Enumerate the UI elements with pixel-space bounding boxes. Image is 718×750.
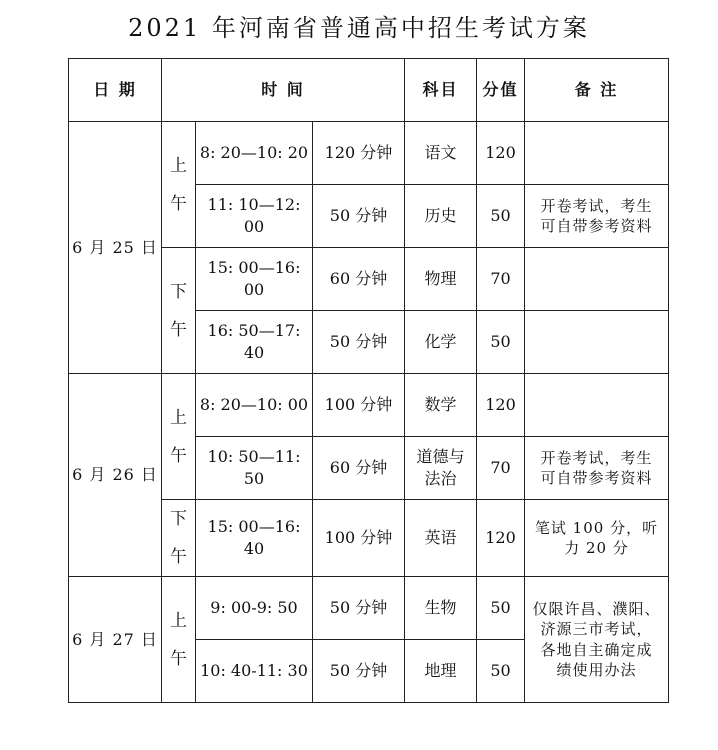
text-line: 可自带参考资料	[540, 217, 653, 235]
date-cell: 6 月 27 日	[69, 577, 162, 703]
text-line: 生物	[424, 598, 457, 618]
text-line: 午	[170, 547, 187, 567]
remarks-cell	[525, 122, 669, 185]
score-cell: 70	[477, 248, 525, 311]
date-cell: 6 月 26 日	[69, 374, 162, 577]
text-line: 上	[170, 155, 187, 176]
text-line: 开卷考试，考生	[540, 448, 653, 467]
time-cell: 9: 00-9: 50	[196, 577, 313, 640]
time-cell: 10: 40-11: 30	[196, 640, 313, 703]
text-line: 笔试 100 分，听	[534, 518, 659, 537]
time-cell: 10: 50—11: 50	[196, 437, 313, 500]
text-line: 语文	[424, 143, 457, 163]
text-line: 道德与	[416, 447, 465, 467]
subject-cell	[405, 122, 477, 185]
text-line: 上	[170, 610, 187, 631]
subject-cell	[405, 640, 477, 703]
remarks-cell	[525, 374, 669, 437]
remarks-cell	[525, 577, 669, 703]
time-cell: 15: 00—16: 40	[196, 500, 313, 577]
text-line: 下	[170, 281, 187, 302]
time-cell: 16: 50—17: 40	[196, 311, 313, 374]
time-cell: 15: 00—16: 00	[196, 248, 313, 311]
header-date: 日 期	[69, 59, 162, 122]
text-line: 化学	[424, 332, 457, 352]
duration-cell: 100 分钟	[313, 374, 405, 437]
text-line: 开卷考试，考生	[540, 196, 653, 215]
duration-cell: 60 分钟	[313, 248, 405, 311]
header-subject: 科目	[405, 59, 477, 122]
period-cell	[162, 248, 196, 374]
table-row	[69, 122, 669, 185]
period-cell	[162, 122, 196, 248]
period-cell	[162, 374, 196, 500]
time-cell: 8: 20—10: 20	[196, 122, 313, 185]
duration-cell: 50 分钟	[313, 577, 405, 640]
score-cell: 120	[477, 374, 525, 437]
text-line: 英语	[424, 528, 457, 548]
score-cell: 70	[477, 437, 525, 500]
table-row	[69, 577, 669, 640]
time-cell: 11: 10—12: 00	[196, 185, 313, 248]
header-score: 分值	[477, 59, 525, 122]
remarks-cell	[525, 437, 669, 500]
text-line: 可自带参考资料	[540, 469, 653, 487]
remarks-cell	[525, 311, 669, 374]
subject-cell	[405, 500, 477, 577]
header-remarks: 备 注	[525, 59, 669, 122]
subject-cell	[405, 374, 477, 437]
text-line: 物理	[424, 269, 457, 289]
text-line: 下	[170, 509, 187, 529]
remarks-cell	[525, 500, 669, 577]
duration-cell: 100 分钟	[313, 500, 405, 577]
duration-cell: 50 分钟	[313, 640, 405, 703]
text-line: 数学	[424, 395, 457, 415]
text-line: 济源三市考试，	[540, 620, 653, 639]
table-row	[69, 374, 669, 437]
remarks-cell	[525, 185, 669, 248]
period-cell	[162, 577, 196, 703]
text-line: 力 20 分	[564, 539, 629, 557]
duration-cell: 60 分钟	[313, 437, 405, 500]
score-cell: 120	[477, 500, 525, 577]
text-line: 绩使用办法	[556, 660, 637, 679]
text-line: 午	[170, 445, 187, 466]
subject-cell	[405, 185, 477, 248]
subject-cell	[405, 437, 477, 500]
date-cell: 6 月 25 日	[69, 122, 162, 374]
time-cell: 8: 20—10: 00	[196, 374, 313, 437]
header-row	[69, 59, 669, 122]
header-time: 时 间	[162, 59, 405, 122]
score-cell: 50	[477, 577, 525, 640]
subject-cell	[405, 577, 477, 640]
text-line: 午	[170, 193, 187, 214]
text-line: 午	[170, 319, 187, 340]
text-line: 历史	[424, 206, 457, 226]
score-cell: 50	[477, 311, 525, 374]
duration-cell: 50 分钟	[313, 185, 405, 248]
exam-schedule-table	[68, 58, 669, 703]
remarks-cell	[525, 248, 669, 311]
duration-cell: 50 分钟	[313, 311, 405, 374]
period-cell	[162, 500, 196, 577]
duration-cell: 120 分钟	[313, 122, 405, 185]
subject-cell	[405, 311, 477, 374]
subject-cell	[405, 248, 477, 311]
text-line: 法治	[424, 469, 457, 488]
text-line: 各地自主确定成	[540, 640, 653, 659]
text-line: 午	[170, 648, 187, 669]
score-cell: 50	[477, 185, 525, 248]
score-cell: 120	[477, 122, 525, 185]
page-title: 2021 年河南省普通高中招生考试方案	[128, 14, 590, 42]
text-line: 地理	[424, 661, 457, 681]
text-line: 仅限许昌、濮阳、	[532, 600, 661, 618]
score-cell: 50	[477, 640, 525, 703]
text-line: 上	[170, 407, 187, 428]
